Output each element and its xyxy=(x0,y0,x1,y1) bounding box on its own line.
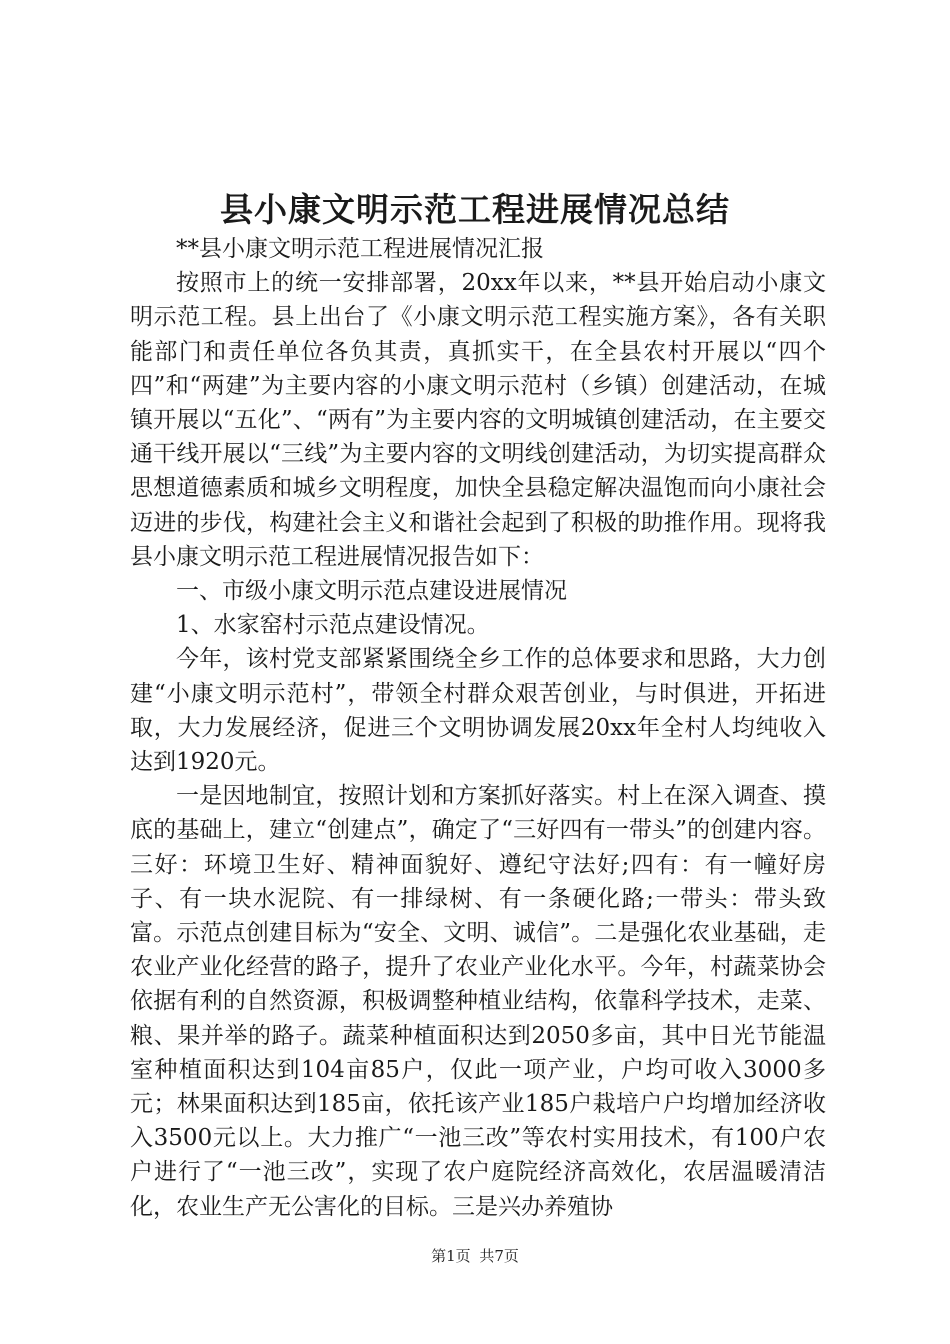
document-title: 县小康文明示范工程进展情况总结 xyxy=(220,190,730,229)
section-heading: 一、市级小康文明示范点建设进展情况 xyxy=(176,578,567,605)
paragraph-village: 今年，该村党支部紧紧围绕全乡工作的总体要求和思路，大力创建“小康文明示范村”，带领全村群众艰苦创业，与时俱进，开拓进取，大力发展经济，促进三个文明协调发展20xx年全村人均纯收入达到1920元。 xyxy=(130,646,826,776)
paragraph-measures: 一是因地制宜，按照计划和方案抓好落实。村上在深入调查、摸底的基础上，建立“创建点”，确定了“三好四有一带头”的创建内容。三好：环境卫生好、精神面貌好、遵纪守法好;四有：有一幢好房子、有一块水泥院、有一排绿树、有一条硬化路;一带头：带头致富。示范点创建目标为“安全、文明、诚信”。二是强化农业基础，走农业产业化经营的路子，提升了农业产业化水平。今年，村蔬菜协会依据有利的自然资源，积极调整种植业结构，依靠科学技术，走菜、粮、果并举的路子。蔬菜种植面积达到2050多亩，其中日光节能温室种植面积达到104亩85户，仅此一项产业，户均可收入3000多元；林果面积达到185亩，依托该产业185户栽培户户均增加经济收入3500元以上。大力推广“一池三改”等农村实用技术，有100户农户进行了“一池三改”，实现了农户庭院经济高效化，农居温暖清洁化，农业生产无公害化的目标。三是兴办养殖协 xyxy=(130,783,826,1220)
paragraph-intro: 按照市上的统一安排部署，20xx年以来，**县开始启动小康文明示范工程。县上出台了《小康文明示范工程实施方案》，各有关职能部门和责任单位各负其责，真抓实干，在全县农村开展以“四个四”和“两建”为主要内容的小康文明示范村（乡镇）创建活动，在城镇开展以“五化”、“两有”为主要内容的文明城镇创建活动，在主要交通干线开展以“三线”为主要内容的文明线创建活动，为切实提高群众思想道德素质和城乡文明程度，加快全县稳定解决温饱而向小康社会迈进的步伐，构建社会主义和谐社会起到了积极的助推作用。现将我县小康文明示范工程进展情况报告如下： xyxy=(130,270,826,570)
report-subtitle: **县小康文明示范工程进展情况汇报 xyxy=(176,236,544,262)
page-footer xyxy=(0,1246,950,1266)
document-body xyxy=(130,232,826,1224)
page-total: 共7页 xyxy=(479,1247,519,1265)
page-number: 第1页 xyxy=(431,1247,471,1265)
subsection-heading: 1、水家窑村示范点建设情况。 xyxy=(176,612,490,639)
